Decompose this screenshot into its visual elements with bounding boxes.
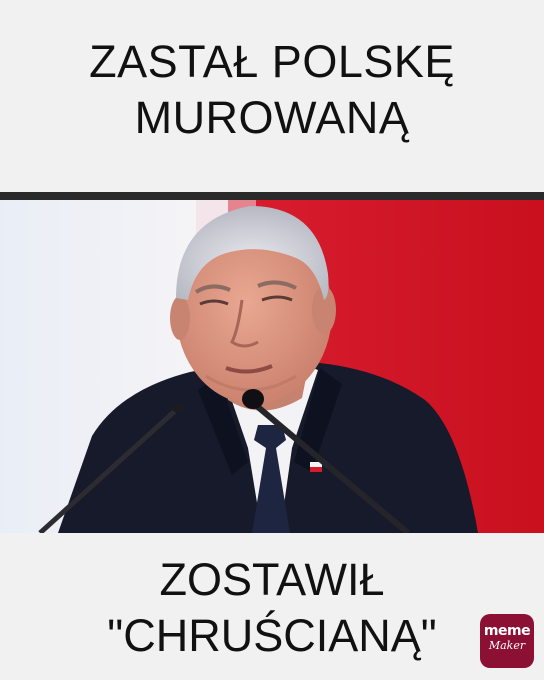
logo-text-maker: Maker (488, 639, 526, 652)
top-caption-line-1: ZASTAŁ POLSKĘ (89, 36, 455, 87)
top-caption (0, 34, 544, 146)
bottom-caption (0, 552, 544, 664)
top-caption-line-2: MUROWANĄ (134, 92, 410, 143)
logo-text-meme: meme (483, 623, 531, 639)
bottom-caption-line-2: "CHRUŚCIANĄ" (107, 610, 437, 661)
photo-top-border (0, 192, 544, 200)
meme-maker-logo (480, 614, 534, 668)
bottom-caption-line-1: ZOSTAWIŁ (159, 554, 385, 605)
meme-photo (0, 200, 544, 533)
